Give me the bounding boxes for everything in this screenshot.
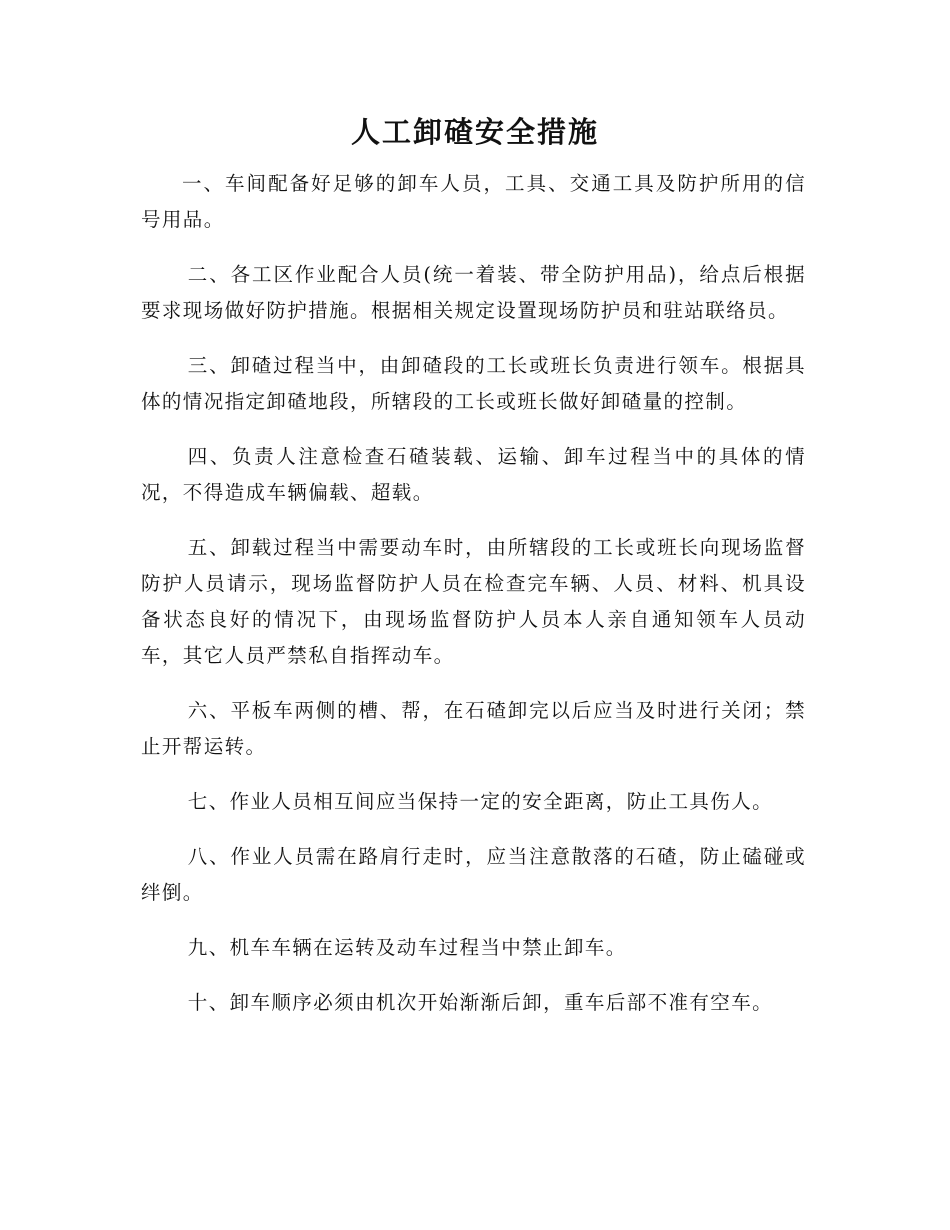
- paragraph-1: 一、车间配备好足够的卸车人员，工具、交通工具及防护所用的信号用品。: [141, 172, 806, 231]
- paragraph-2: 二、各工区作业配合人员(统一着装、带全防护用品)，给点后根据要求现场做好防护措施。根据相关规定设置现场防护员和驻站联络员。: [141, 263, 806, 322]
- paragraph-10: 十、卸车顺序必须由机次开始渐渐后卸，重车后部不准有空车。: [187, 991, 773, 1014]
- paragraph-6: 六、平板车两侧的槽、帮，在石碴卸完以后应当及时进行关闭；禁止开帮运转。: [141, 699, 806, 758]
- document-body: [141, 166, 806, 1040]
- paragraph-4: 四、负责人注意检查石碴装载、运输、卸车过程当中的具体的情况，不得造成车辆偏载、超载。: [141, 445, 806, 504]
- paragraph-9: 九、机车车辆在运转及动车过程当中禁止卸车。: [187, 936, 627, 959]
- paragraph-8: 八、作业人员需在路肩行走时，应当注意散落的石碴，防止磕碰或绊倒。: [141, 845, 806, 904]
- paragraph-5: 五、卸载过程当中需要动车时，由所辖段的工长或班长向现场监督防护人员请示，现场监督防护人员在检查完车辆、人员、材料、机具设备状态良好的情况下，由现场监督防护人员本人亲自通知领车人员动车，其它人员严禁私自指挥动车。: [141, 536, 806, 667]
- paragraph-3: 三、卸碴过程当中，由卸碴段的工长或班长负责进行领车。根据具体的情况指定卸碴地段，所辖段的工长或班长做好卸碴量的控制。: [141, 354, 806, 413]
- document-title: 人工卸碴安全措施: [350, 115, 599, 149]
- paragraph-7: 七、作业人员相互间应当保持一定的安全距离，防止工具伤人。: [187, 790, 773, 813]
